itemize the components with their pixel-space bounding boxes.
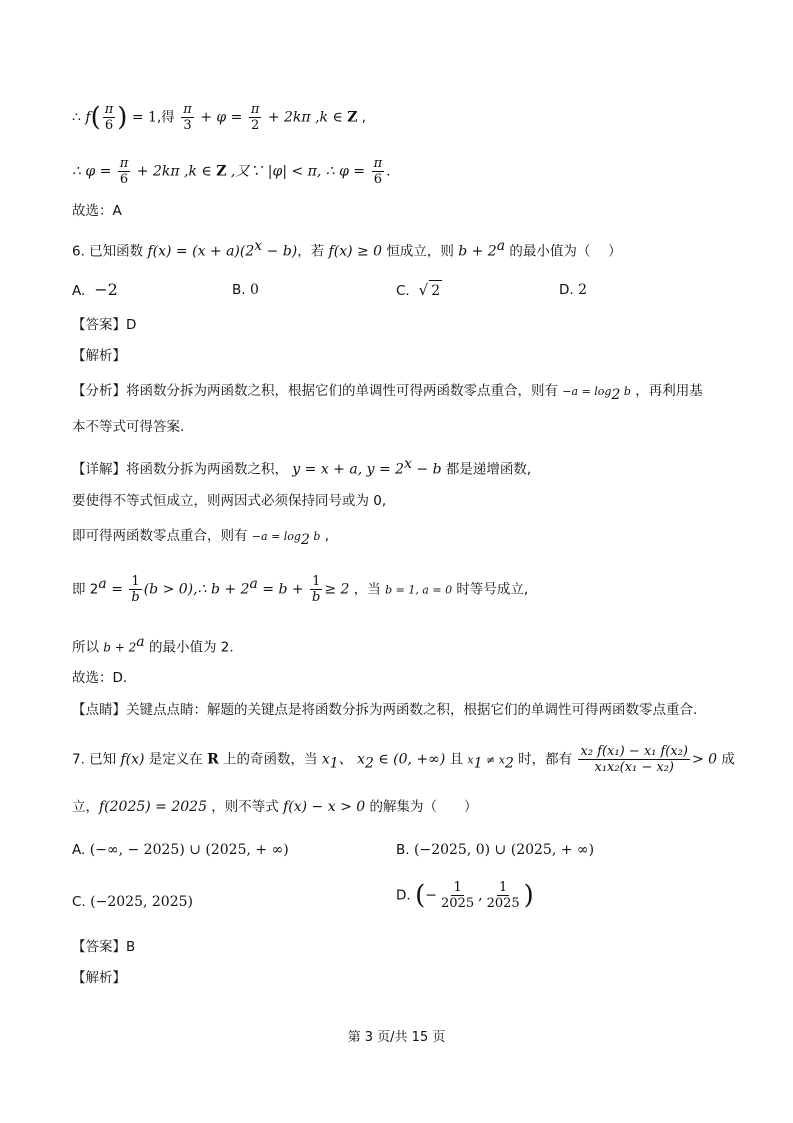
q6-option-a: A. −2 (72, 280, 118, 299)
analysis-heading-7: 【解析】 (72, 970, 126, 986)
answer-6: 【答案】D (72, 317, 137, 333)
solution-line-2: ∴ φ = $\frac{\pi}{6}$ + 2kπ ,k ∈ Z ,又∵ |φ| < π, ∴ φ = $\frac{\pi}{6}$ . (72, 156, 391, 187)
q7-option-c: C. (−2025, 2025) (72, 894, 193, 910)
q6-option-c: C. √ 2 (396, 281, 441, 299)
inequality-line: 即 $2^a$ = $\frac{1}{b}$ (b > 0),∴ $b + 2^a = b$ + $\frac{1}{b}$ ≥ 2 ，当 b = 1, a = 0 时等号成立, (72, 574, 529, 606)
keep-sign-line: 要使得不等式恒成立，则两因式必须保持同号或为 0, (72, 493, 387, 509)
sqrt-symbol: √ (418, 281, 429, 299)
zero-coincide-line: 即可得两函数零点重合，则有 $-a = \log_2 b$ , (72, 528, 330, 548)
page-footer: 第 3 页/共 15 页 (347, 1030, 446, 1045)
q6-option-b: B. 0 (232, 282, 259, 298)
answer-choice-a: 故选：A (72, 203, 122, 219)
xiangjie-line: 【详解】将函数分拆为两函数之积， y = x + a, $y = 2^x - b$ 都是递增函数, (72, 456, 532, 478)
question-6: 6. 已知函数 $f(x) = (x + a)(2^x - b)$，若 f(x) ≥ 0 恒成立，则 $b + 2^a$ 的最小值为（ ） (72, 238, 622, 260)
q6-option-d: D. 2 (559, 282, 588, 298)
key-point: 【点睛】关键点点睛：解题的关键点是将函数分拆为两函数之积，根据它们的单调性可得两函数零点重合. (72, 702, 698, 718)
q7-option-d: D. (− $\frac{1}{2025}$ , $\frac{1}{2025}$ ) (396, 880, 534, 911)
analysis-heading-6: 【解析】 (72, 348, 126, 364)
fenxi-continuation: 本不等式可得答案. (72, 419, 185, 435)
answer-choice-d: 故选：D. (72, 670, 128, 686)
fenxi-line: 【分析】将函数分拆为两函数之积，根据它们的单调性可得两函数零点重合，则有 $-a = \log_2 b$ ，再利用基 (72, 383, 703, 403)
solution-line-1: ∴ f( $\frac{\pi}{6}$ ) = 1,得 $\frac{\pi}{3}$ + φ = $\frac{\pi}{2}$ + 2kπ ,k ∈ Z , (72, 102, 367, 133)
q7-option-a: A. (−∞, − 2025) ∪ (2025, + ∞) (72, 842, 289, 858)
q7-option-b: B. (−2025, 0) ∪ (2025, + ∞) (396, 842, 595, 858)
minimum-line: 所以 $b + 2^a$ 的最小值为 2. (72, 634, 234, 656)
question-7-line-2: 立，f(2025) = 2025 ，则不等式 f(x) − x > 0 的解集为（ ） (72, 799, 478, 815)
question-7-line-1: 7. 已知 f(x) 是定义在 R 上的奇函数，当 $x_1$、 $x_2$ ∈ (0, +∞) 且 $x_1 \ne x_2$ 时，都有 $\frac{\text{x₂ f(x₁) − x₁ f(x₂)}}{\text{x₁x₂(x₁ − x₂)}}$ > 0 成 (72, 744, 735, 775)
answer-7: 【答案】B (72, 939, 136, 955)
